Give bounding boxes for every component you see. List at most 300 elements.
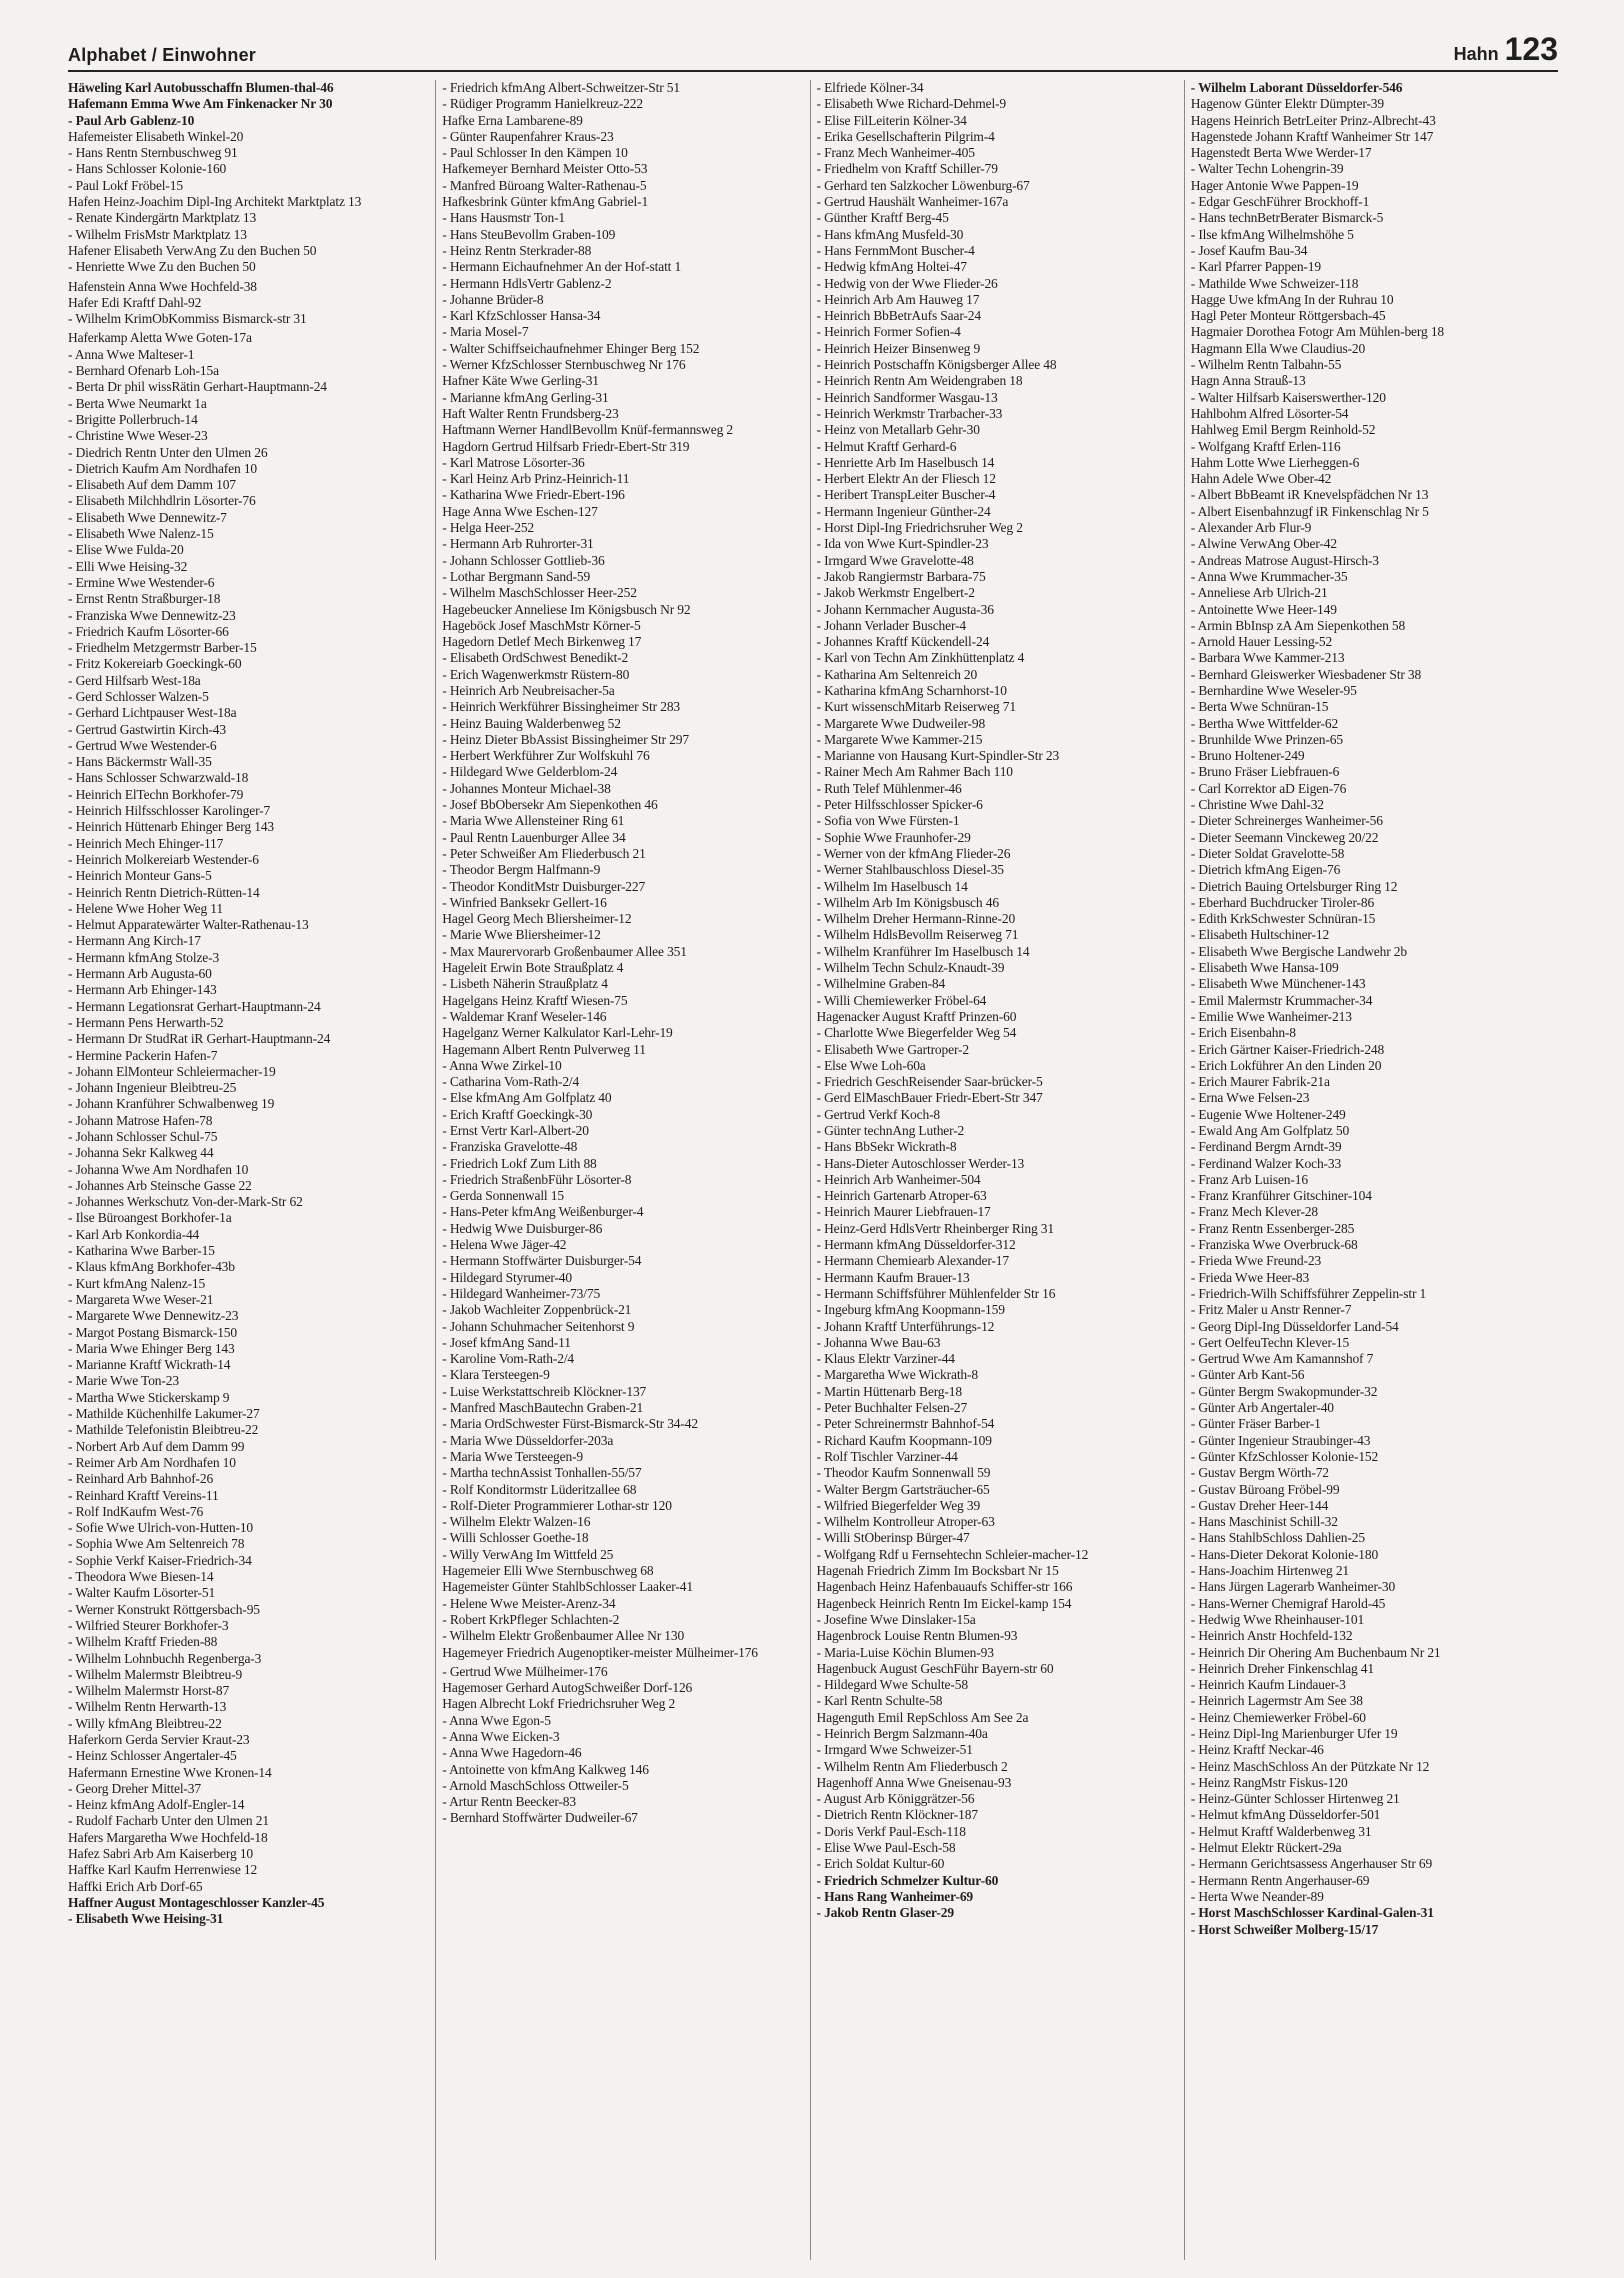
directory-entry: - Frieda Wwe Freund-23: [1190, 1253, 1322, 1269]
directory-entry: - Albert BbBeamt iR Knevelspfädchen Nr 13: [1190, 487, 1429, 503]
directory-entry: - Irmgard Wwe Gravelotte-48: [816, 552, 974, 568]
directory-entry: - Günter KfzSchlosser Kolonie-152: [1190, 1448, 1379, 1464]
directory-entry: - Helene Wwe Hoher Weg 11: [68, 900, 223, 916]
directory-entry: - Josef BbObersekr Am Siepenkothen 46: [442, 797, 658, 813]
directory-entry: - Dietrich Kaufm Am Nordhafen 10: [68, 460, 258, 476]
directory-entry: - Johann Schuhmacher Seitenhorst 9: [442, 1318, 635, 1334]
directory-entry: - Andreas Matrose August-Hirsch-3: [1190, 552, 1379, 568]
directory-entry: - Reinhard Kraftf Vereins-11: [68, 1487, 219, 1503]
directory-entry: - Maria Wwe Tersteegen-9: [442, 1448, 584, 1464]
directory-entry: - Paul Arb Gablenz-10: [68, 112, 195, 128]
directory-entry: - Elise Wwe Paul-Esch-58: [816, 1840, 956, 1856]
directory-entry: - Hans SteuBevollm Graben-109: [442, 226, 616, 242]
directory-entry: Haftmann Werner HandlBevollm Knüf-fermannsweg 2: [442, 422, 734, 438]
directory-entry: - Manfred MaschBautechn Graben-21: [442, 1400, 644, 1416]
directory-entry: - Armin BbInsp zA Am Siepenkothen 58: [1190, 617, 1406, 633]
directory-entry: - Willi Schlosser Goethe-18: [442, 1530, 589, 1546]
directory-entry: - Luise Werkstattschreib Klöckner-137: [442, 1383, 647, 1399]
directory-entry: - Gerd Hilfsarb West-18a: [68, 672, 201, 688]
directory-entry: - Heinrich Dreher Finkenschlag 41: [1190, 1660, 1374, 1676]
directory-entry: - Heinrich Rentn Am Weidengraben 18: [816, 373, 1023, 389]
directory-entry: - Franziska Wwe Overbruck-68: [1190, 1237, 1358, 1253]
directory-entry: - Bernhardine Wwe Weseler-95: [1190, 682, 1357, 698]
directory-entry: Hagmann Ella Wwe Claudius-20: [1190, 340, 1366, 356]
directory-entry: - Gerhard Lichtpauser West-18a: [68, 705, 237, 721]
directory-entry: - Jakob Wachleiter Zoppenbrück-21: [442, 1302, 632, 1318]
directory-entry: - Hermann Chemiearb Alexander-17: [816, 1253, 1009, 1269]
directory-entry: - Johannes Monteur Michael-38: [442, 780, 611, 796]
directory-columns: [68, 80, 1558, 2260]
directory-entry: - Heinrich Molkereiarb Westender-6: [68, 851, 259, 867]
directory-entry: - Paul Rentn Lauenburger Allee 34: [442, 829, 626, 845]
directory-entry: - Sophie Verkf Kaiser-Friedrich-34: [68, 1552, 252, 1568]
directory-entry: - Franziska Gravelotte-48: [442, 1139, 578, 1155]
directory-entry: - Else kfmAng Am Golfplatz 40: [442, 1090, 612, 1106]
directory-entry: - Wolfgang Rdf u Fernsehtechn Schleier-macher-12: [816, 1546, 1089, 1562]
directory-entry: Hagenstede Johann Kraftf Wanheimer Str 147: [1190, 128, 1434, 144]
directory-entry: - Friedrich kfmAng Albert-Schweitzer-Str 51: [442, 80, 680, 95]
directory-entry: Hafkemeyer Bernhard Meister Otto-53: [442, 161, 648, 177]
directory-entry: - Bernhard Ofenarb Loh-15a: [68, 363, 219, 379]
directory-entry: - Heinrich Werkmstr Trarbacher-33: [816, 405, 1003, 421]
directory-entry: - Klara Tersteegen-9: [442, 1367, 550, 1383]
directory-entry: - Arnold MaschSchloss Ottweiler-5: [442, 1777, 629, 1793]
directory-entry: - Heinz MaschSchloss An der Pützkate Nr 12: [1190, 1758, 1430, 1774]
directory-entry: Haferkorn Gerda Servier Kraut-23: [68, 1731, 250, 1747]
directory-entry: - Heinrich Lagermstr Am See 38: [1190, 1693, 1363, 1709]
directory-entry: - Elisabeth Wwe Münchener-143: [1190, 976, 1366, 992]
directory-entry: - Wilhelm Im Haselbusch 14: [816, 878, 968, 894]
directory-entry: - Walter Schiffseichaufnehmer Ehinger Berg 152: [442, 340, 700, 356]
directory-entry: - Katharina Am Seltenreich 20: [816, 666, 978, 682]
directory-entry: - Ernst Rentn Straßburger-18: [68, 591, 221, 607]
directory-entry: - Elisabeth Milchhdlrin Lösorter-76: [68, 493, 256, 509]
directory-entry: - Artur Rentn Beecker-83: [442, 1794, 576, 1810]
directory-entry: - Helmut kfmAng Düsseldorfer-501: [1190, 1807, 1381, 1823]
directory-entry: Haffner August Montageschlosser Kanzler-45: [68, 1894, 325, 1910]
directory-entry: - Gertrud Wwe Mülheimer-176: [442, 1663, 608, 1679]
directory-entry: - Heinrich Arb Neubreisacher-5a: [442, 682, 615, 698]
directory-entry: - Maria Wwe Ehinger Berg 143: [68, 1340, 235, 1356]
directory-entry: - Jakob Rentn Glaser-29: [816, 1905, 954, 1921]
directory-entry: - Johann Ingenieur Bleibtreu-25: [68, 1080, 237, 1096]
directory-entry: - Franz Mech Wanheimer-405: [816, 145, 975, 161]
directory-entry: - Karl KfzSchlosser Hansa-34: [442, 308, 601, 324]
directory-entry: - Reimer Arb Am Nordhafen 10: [68, 1454, 236, 1470]
directory-entry: - Friedhelm Metzgermstr Barber-15: [68, 640, 257, 656]
directory-entry: Hagenah Friedrich Zimm Im Bocksbart Nr 15: [816, 1563, 1059, 1579]
directory-entry: Hagenhoff Anna Wwe Gneisenau-93: [816, 1774, 1012, 1790]
directory-entry: - Alexander Arb Flur-9: [1190, 520, 1312, 536]
directory-entry: - Richard Kaufm Koopmann-109: [816, 1432, 992, 1448]
directory-entry: Hagenacker August Kraftf Prinzen-60: [816, 1008, 1017, 1024]
directory-entry: - Elisabeth Wwe Gartroper-2: [816, 1041, 969, 1057]
directory-entry: - Irmgard Wwe Schweizer-51: [816, 1742, 973, 1758]
directory-entry: - Brunhilde Wwe Prinzen-65: [1190, 731, 1343, 747]
directory-entry: - Wilhelm Kontrolleur Atroper-63: [816, 1514, 995, 1530]
directory-entry: - Georg Dipl-Ing Düsseldorfer Land-54: [1190, 1318, 1399, 1334]
directory-entry: - Johanna Sekr Kalkweg 44: [68, 1145, 214, 1161]
directory-entry: - Hedwig von der Wwe Flieder-26: [816, 275, 998, 291]
directory-entry: - Rüdiger Programm Hanielkreuz-222: [442, 96, 643, 112]
directory-entry: - Erich Lokführer An den Linden 20: [1190, 1057, 1382, 1073]
directory-entry: - Erich Gärtner Kaiser-Friedrich-248: [1190, 1041, 1385, 1057]
header-rule: [68, 70, 1558, 72]
directory-entry: - Elisabeth Hultschiner-12: [1190, 927, 1330, 943]
directory-entry: Haft Walter Rentn Frundsberg-23: [442, 405, 619, 421]
directory-entry: Haferkamp Aletta Wwe Goten-17a: [68, 330, 252, 346]
directory-entry: - Hermann Stoffwärter Duisburger-54: [442, 1253, 642, 1269]
directory-entry: Hahn Adele Wwe Ober-42: [1190, 471, 1332, 487]
directory-entry: - Wilhelm KrimObKommiss Bismarck-str 31: [68, 311, 307, 327]
directory-entry: - Heinrich Arb Am Hauweg 17: [816, 291, 980, 307]
directory-entry: - Lisbeth Näherin Straußplatz 4: [442, 976, 608, 992]
directory-entry: - Hermann Pens Herwarth-52: [68, 1014, 224, 1030]
directory-entry: - Herbert Werkführer Zur Wolfskuhl 76: [442, 748, 650, 764]
directory-entry: - Marie Wwe Ton-23: [68, 1373, 179, 1389]
column-3: [817, 80, 1185, 2260]
directory-entry: - Karl Rentn Schulte-58: [816, 1693, 943, 1709]
directory-entry: - Hermann Gerichtsassess Angerhauser Str 69: [1190, 1856, 1433, 1872]
directory-entry: - Eugenie Wwe Holtener-249: [1190, 1106, 1346, 1122]
directory-entry: - Emilie Wwe Wanheimer-213: [1190, 1008, 1352, 1024]
directory-entry: - Helmut Kraftf Gerhard-6: [816, 438, 957, 454]
directory-entry: - Heinz-Günter Schlosser Hirtenweg 21: [1190, 1791, 1400, 1807]
directory-entry: Hagen Albrecht Lokf Friedrichsruher Weg 2: [442, 1696, 676, 1712]
directory-entry: - Wilhelm Elektr Großenbaumer Allee Nr 130: [442, 1628, 685, 1644]
directory-entry: - Margaretha Wwe Wickrath-8: [816, 1367, 978, 1383]
directory-entry: - Hermann Arb Ehinger-143: [68, 982, 217, 998]
directory-entry: - Helene Wwe Meister-Arenz-34: [442, 1595, 616, 1611]
directory-entry: - Henriette Wwe Zu den Buchen 50: [68, 259, 256, 275]
directory-entry: Hafner Käte Wwe Gerling-31: [442, 373, 599, 389]
directory-entry: - Hermann Ang Kirch-17: [68, 933, 201, 949]
directory-entry: - Elisabeth OrdSchwest Benedikt-2: [442, 650, 629, 666]
directory-entry: - Winfried Banksekr Gellert-16: [442, 894, 607, 910]
directory-entry: - Hermann Kaufm Brauer-13: [816, 1269, 970, 1285]
directory-entry: - Maria Mosel-7: [442, 324, 529, 340]
directory-entry: - Johanna Wwe Bau-63: [816, 1334, 941, 1350]
directory-entry: - Dieter Soldat Gravelotte-58: [1190, 845, 1345, 861]
directory-entry: - Heinz Schlosser Angertaler-45: [68, 1748, 237, 1764]
directory-entry: - Gerda Sonnenwall 15: [442, 1188, 564, 1204]
directory-entry: Hagenbuck August GeschFühr Bayern-str 60: [816, 1660, 1054, 1676]
directory-entry: - Mathilde Wwe Schweizer-118: [1190, 275, 1359, 291]
directory-entry: Hagelganz Werner Kalkulator Karl-Lehr-19: [442, 1025, 673, 1041]
directory-entry: - Hans-Joachim Hirtenweg 21: [1190, 1563, 1350, 1579]
directory-entry: - Emil Malermstr Krummacher-34: [1190, 992, 1373, 1008]
directory-entry: - Fritz Kokereiarb Goeckingk-60: [68, 656, 242, 672]
directory-entry: - Günter Arb Kant-56: [1190, 1367, 1305, 1383]
directory-entry: - Max Maurervorarb Großenbaumer Allee 351: [442, 943, 687, 959]
directory-entry: - Maria OrdSchwester Fürst-Bismarck-Str 34-42: [442, 1416, 698, 1432]
directory-entry: - Wilhelm Kraftf Frieden-88: [68, 1634, 218, 1650]
column-2: [442, 80, 810, 2260]
directory-entry: Hagenstedt Berta Wwe Werder-17: [1190, 145, 1372, 161]
directory-entry: - Ilse kfmAng Wilhelmshöhe 5: [1190, 226, 1354, 242]
directory-entry: - Ilse Büroangest Borkhofer-1a: [68, 1210, 232, 1226]
directory-entry: - Rolf-Dieter Programmierer Lothar-str 120: [442, 1497, 672, 1513]
directory-entry: Hagel Georg Mech Bliersheimer-12: [442, 911, 632, 927]
directory-entry: - Anna Wwe Eicken-3: [442, 1728, 560, 1744]
directory-entry: - Wilhelm Laborant Düsseldorfer-546: [1190, 80, 1403, 95]
directory-entry: - Franz Kranführer Gitschiner-104: [1190, 1188, 1372, 1204]
directory-entry: - Margarete Wwe Kammer-215: [816, 731, 983, 747]
directory-entry: - Gustav Büroang Fröbel-99: [1190, 1481, 1340, 1497]
directory-entry: - Hedwig Wwe Duisburger-86: [442, 1220, 603, 1236]
directory-entry: - Berta Wwe Neumarkt 1a: [68, 395, 207, 411]
directory-entry: Hagdorn Gertrud Hilfsarb Friedr-Ebert-Str 319: [442, 438, 690, 454]
directory-entry: - Rolf Konditormstr Lüderitzallee 68: [442, 1481, 637, 1497]
directory-entry: - Wilhelm MaschSchlosser Heer-252: [442, 585, 637, 601]
directory-entry: - Hedwig kfmAng Holtei-47: [816, 259, 967, 275]
directory-entry: - Heinrich Arb Wanheimer-504: [816, 1171, 981, 1187]
directory-entry: - Friedrich GeschReisender Saar-brücker-5: [816, 1074, 1043, 1090]
directory-entry: - Gertrud Wwe Am Kamannshof 7: [1190, 1351, 1374, 1367]
directory-entry: - Heinz Dipl-Ing Marienburger Ufer 19: [1190, 1725, 1398, 1741]
directory-entry: - Walter Hilfsarb Kaiserswerther-120: [1190, 389, 1386, 405]
directory-entry: - Johannes Kraftf Kückendell-24: [816, 634, 990, 650]
directory-entry: - Hermann Schiffsführer Mühlenfelder Str 16: [816, 1285, 1056, 1301]
directory-entry: - Katharina Wwe Barber-15: [68, 1243, 215, 1259]
directory-entry: - Gertrud Verkf Koch-8: [816, 1106, 941, 1122]
directory-entry: - Theodor KonditMstr Duisburger-227: [442, 878, 646, 894]
directory-entry: - Helga Heer-252: [442, 520, 535, 536]
directory-entry: - Heinrich Kaufm Lindauer-3: [1190, 1677, 1346, 1693]
directory-entry: - Gert OelfeuTechn Klever-15: [1190, 1334, 1350, 1350]
directory-entry: - Margarete Wwe Dudweiler-98: [816, 715, 986, 731]
running-head-name: Hahn: [1453, 44, 1499, 64]
directory-entry: Hagl Peter Monteur Röttgersbach-45: [1190, 308, 1386, 324]
directory-entry: - Willy VerwAng Im Wittfeld 25: [442, 1546, 614, 1562]
directory-entry: - Christine Wwe Dahl-32: [1190, 797, 1324, 813]
directory-entry: - Hans Schlosser Kolonie-160: [68, 161, 227, 177]
directory-entry: - Edith KrkSchwester Schnüran-15: [1190, 911, 1376, 927]
directory-entry: - Ferdinand Bergm Arndt-39: [1190, 1139, 1342, 1155]
directory-entry: Hagens Heinrich BetrLeiter Prinz-Albrecht-43: [1190, 112, 1436, 128]
directory-entry: - Walter Bergm Gartsträucher-65: [816, 1481, 990, 1497]
directory-entry: - Friedrich Lokf Zum Lith 88: [442, 1155, 597, 1171]
directory-entry: - Johann Schlosser Gottlieb-36: [442, 552, 605, 568]
directory-entry: - Heribert TranspLeiter Buscher-4: [816, 487, 996, 503]
directory-entry: - Anna Wwe Zirkel-10: [442, 1057, 562, 1073]
directory-entry: - Günter Fräser Barber-1: [1190, 1416, 1321, 1432]
directory-entry: - Margot Postang Bismarck-150: [68, 1324, 238, 1340]
directory-entry: Hahlweg Emil Bergm Reinhold-52: [1190, 422, 1376, 438]
directory-entry: - Willi StOberinsp Bürger-47: [816, 1530, 970, 1546]
directory-entry: Hagemeier Elli Wwe Sternbuschweg 68: [442, 1563, 654, 1579]
directory-entry: - Karl Matrose Lösorter-36: [442, 454, 585, 470]
directory-entry: - Henriette Arb Im Haselbusch 14: [816, 454, 995, 470]
directory-entry: - Sofie Wwe Ulrich-von-Hutten-10: [68, 1520, 254, 1536]
directory-entry: - Berta Dr phil wissRätin Gerhart-Hauptmann-24: [68, 379, 327, 395]
directory-entry: - Hans-Werner Chemigraf Harold-45: [1190, 1595, 1386, 1611]
directory-entry: Hafemeister Elisabeth Winkel-20: [68, 128, 244, 144]
directory-entry: - Werner Stahlbauschloss Diesel-35: [816, 862, 1004, 878]
directory-entry: - Hans kfmAng Musfeld-30: [816, 226, 964, 242]
directory-entry: - Lothar Bergmann Sand-59: [442, 568, 591, 584]
directory-entry: - Walter Kaufm Lösorter-51: [68, 1585, 216, 1601]
directory-entry: - Hermann Legationsrat Gerhart-Hauptmann-24: [68, 998, 321, 1014]
directory-entry: - Hans StahlbSchloss Dahlien-25: [1190, 1530, 1365, 1546]
directory-entry: - Paul Lokf Fröbel-15: [68, 177, 183, 193]
directory-entry: - Friedrich Kaufm Lösorter-66: [68, 623, 229, 639]
directory-entry: - Heinrich Mech Ehinger-117: [68, 835, 224, 851]
directory-entry: - Gertrud Wwe Westender-6: [68, 737, 217, 753]
directory-entry: - Hermann Arb Augusta-60: [68, 966, 212, 982]
directory-entry: - Theodor Bergm Halfmann-9: [442, 862, 601, 878]
directory-entry: - Theodora Wwe Biesen-14: [68, 1569, 214, 1585]
directory-entry: - Carl Korrektor aD Eigen-76: [1190, 780, 1347, 796]
directory-entry: Hager Antonie Wwe Pappen-19: [1190, 177, 1359, 193]
directory-entry: Hagemeister Günter StahlbSchlosser Laaker-41: [442, 1579, 693, 1595]
directory-entry: - Heinz Kraftf Neckar-46: [1190, 1742, 1324, 1758]
directory-entry: - Hans BbSekr Wickrath-8: [816, 1139, 957, 1155]
directory-entry: - Heinrich Anstr Hochfeld-132: [1190, 1628, 1353, 1644]
directory-entry: - Johann Matrose Hafen-78: [68, 1112, 213, 1128]
directory-entry: - Martha Wwe Stickerskamp 9: [68, 1389, 230, 1405]
directory-entry: Haffke Karl Kaufm Herrenwiese 12: [68, 1862, 258, 1878]
directory-entry: - Sofia von Wwe Fürsten-1: [816, 813, 960, 829]
directory-entry: - Maria Wwe Düsseldorfer-203a: [442, 1432, 614, 1448]
directory-entry: Hagelgans Heinz Kraftf Wiesen-75: [442, 992, 628, 1008]
directory-entry: - Elise FilLeiterin Kölner-34: [816, 112, 967, 128]
directory-entry: - Anneliese Arb Ulrich-21: [1190, 585, 1328, 601]
directory-entry: - Marianne von Hausang Kurt-Spindler-Str 23: [816, 748, 1060, 764]
directory-entry: - Heinrich Heizer Binsenweg 9: [816, 340, 981, 356]
directory-entry: Hagenbach Heinz Hafenbauaufs Schiffer-str 166: [816, 1579, 1073, 1595]
directory-entry: Hafen Heinz-Joachim Dipl-Ing Architekt Marktplatz 13: [68, 194, 362, 210]
directory-entry: - Erich Maurer Fabrik-21a: [1190, 1074, 1330, 1090]
directory-entry: - Robert KrkPfleger Schlachten-2: [442, 1611, 620, 1627]
directory-entry: - Katharina Wwe Friedr-Ebert-196: [442, 487, 625, 503]
directory-entry: - Helena Wwe Jäger-42: [442, 1237, 567, 1253]
directory-entry: - Heinrich Bergm Salzmann-40a: [816, 1725, 988, 1741]
directory-entry: - Heinrich Hüttenarb Ehinger Berg 143: [68, 819, 275, 835]
directory-entry: - Sophia Wwe Am Seltenreich 78: [68, 1536, 245, 1552]
directory-entry: - Rolf Tischler Varziner-44: [816, 1448, 958, 1464]
directory-entry: - Jakob Rangiermstr Barbara-75: [816, 568, 986, 584]
directory-entry: - Kurt wissenschMitarb Reiserweg 71: [816, 699, 1016, 715]
directory-entry: - Peter Schreinermstr Bahnhof-54: [816, 1416, 995, 1432]
directory-entry: Hagemoser Gerhard AutogSchweißer Dorf-126: [442, 1680, 693, 1696]
directory-entry: - Johanna Wwe Am Nordhafen 10: [68, 1161, 249, 1177]
directory-entry: - Friedrich Schmelzer Kultur-60: [816, 1872, 999, 1888]
directory-entry: - Erika Gesellschafterin Pilgrim-4: [816, 128, 995, 144]
directory-entry: Hafkesbrink Günter kfmAng Gabriel-1: [442, 194, 649, 210]
directory-entry: - Walter Techn Lohengrin-39: [1190, 161, 1344, 177]
directory-entry: - Franz Rentn Essenberger-285: [1190, 1220, 1355, 1236]
directory-entry: - Franz Mech Klever-28: [1190, 1204, 1319, 1220]
directory-entry: Hageböck Josef MaschMstr Körner-5: [442, 617, 641, 633]
directory-entry: - Margareta Wwe Weser-21: [68, 1291, 214, 1307]
directory-entry: - Wilhelm FrisMstr Marktplatz 13: [68, 226, 247, 242]
directory-entry: - August Arb Königgrätzer-56: [816, 1791, 975, 1807]
directory-entry: - Heinrich ElTechn Borkhofer-79: [68, 786, 244, 802]
section-title: Alphabet / Einwohner: [68, 45, 257, 65]
directory-entry: - Hans Maschinist Schill-32: [1190, 1514, 1338, 1530]
directory-entry: - Hans-Dieter Autoschlosser Werder-13: [816, 1155, 1025, 1171]
directory-entry: - Hans Rang Wanheimer-69: [816, 1888, 974, 1904]
directory-entry: - Bruno Fräser Liebfrauen-6: [1190, 764, 1340, 780]
directory-entry: - Ermine Wwe Westender-6: [68, 574, 215, 590]
directory-entry: - Else Wwe Loh-60a: [816, 1057, 926, 1073]
directory-entry: - Paul Schlosser In den Kämpen 10: [442, 145, 628, 161]
directory-entry: Hagenbrock Louise Rentn Blumen-93: [816, 1628, 1018, 1644]
directory-entry: - Johann Verlader Buscher-4: [816, 617, 967, 633]
directory-entry: - Elisabeth Wwe Dennewitz-7: [68, 509, 227, 525]
directory-entry: - Hermann kfmAng Düsseldorfer-312: [816, 1237, 1016, 1253]
directory-entry: - Günter technAng Luther-2: [816, 1123, 965, 1138]
directory-entry: - Johann Kraftf Unterführungs-12: [816, 1318, 995, 1334]
directory-entry: - Elisabeth Auf dem Damm 107: [68, 477, 236, 493]
directory-entry: - Karoline Vom-Rath-2/4: [442, 1351, 575, 1367]
directory-entry: - Franziska Wwe Dennewitz-23: [68, 607, 236, 623]
directory-entry: - Karl Arb Konkordia-44: [68, 1226, 200, 1242]
directory-entry: - Werner Konstrukt Röttgersbach-95: [68, 1601, 260, 1617]
directory-entry: - Ernst Vertr Karl-Albert-20: [442, 1123, 589, 1138]
directory-entry: - Heinz-Gerd HdlsVertr Rheinberger Ring 31: [816, 1220, 1055, 1236]
directory-entry: - Alwine VerwAng Ober-42: [1190, 536, 1337, 552]
directory-entry: Hafers Margaretha Wwe Hochfeld-18: [68, 1829, 268, 1845]
directory-entry: - Willy kfmAng Bleibtreu-22: [68, 1715, 222, 1731]
column-1: [68, 80, 436, 2260]
directory-entry: - Hans-Dieter Dekorat Kolonie-180: [1190, 1546, 1379, 1562]
directory-entry: - Hermann HdlsVertr Gablenz-2: [442, 275, 612, 291]
directory-entry: - Ferdinand Walzer Koch-33: [1190, 1155, 1342, 1171]
directory-entry: - Hildegard Wwe Schulte-58: [816, 1677, 968, 1693]
directory-entry: - Wilfried Biegerfelder Weg 39: [816, 1497, 981, 1513]
directory-entry: Hagemeyer Friedrich Augenoptiker-meister Mülheimer-176: [442, 1644, 758, 1660]
directory-entry: Hagenow Günter Elektr Dümpter-39: [1190, 96, 1384, 112]
directory-entry: - Hans technBetrBerater Bismarck-5: [1190, 210, 1384, 226]
directory-entry: - Wilhelm Dreher Hermann-Rinne-20: [816, 911, 1016, 927]
directory-entry: - Peter Buchhalter Felsen-27: [816, 1400, 968, 1416]
directory-entry: - Helmut Elektr Rückert-29a: [1190, 1840, 1342, 1856]
directory-entry: - Johann Schlosser Schul-75: [68, 1129, 218, 1144]
directory-entry: - Erich Kraftf Goeckingk-30: [442, 1106, 593, 1122]
directory-entry: - Hans Rentn Sternbuschweg 91: [68, 145, 238, 161]
directory-entry: - Wilhelm Rentn Talbahn-55: [1190, 357, 1342, 373]
directory-entry: Hafenstein Anna Wwe Hochfeld-38: [68, 278, 257, 294]
directory-entry: Hafener Elisabeth VerwAng Zu den Buchen 50: [68, 242, 317, 258]
directory-entry: - Georg Dreher Mittel-37: [68, 1780, 201, 1796]
directory-entry: - Friedrich-Wilh Schiffsführer Zeppelin-str 1: [1190, 1285, 1427, 1301]
directory-entry: Hagmaier Dorothea Fotogr Am Mühlen-berg 18: [1190, 324, 1445, 340]
directory-entry: - Barbara Wwe Kammer-213: [1190, 650, 1345, 666]
directory-entry: Hafer Edi Kraftf Dahl-92: [68, 294, 202, 310]
directory-entry: - Heinz Rentn Sterkrader-88: [442, 242, 592, 258]
directory-entry: - Helmut Apparatewärter Walter-Rathenau-13: [68, 917, 309, 933]
directory-entry: - Horst Dipl-Ing Friedrichsruher Weg 2: [816, 520, 1023, 536]
directory-entry: - Willi Chemiewerker Fröbel-64: [816, 992, 987, 1008]
directory-entry: - Antoinette Wwe Heer-149: [1190, 601, 1337, 617]
directory-entry: - Hermann Arb Ruhrorter-31: [442, 536, 594, 552]
directory-entry: Haffki Erich Arb Dorf-65: [68, 1878, 203, 1894]
directory-entry: - Wilfried Steurer Borkhofer-3: [68, 1617, 229, 1633]
directory-entry: Hafke Erna Lambarene-89: [442, 112, 583, 128]
directory-entry: - Wilhelm Kranführer Im Haselbusch 14: [816, 943, 1030, 959]
directory-entry: - Karl Pfarrer Pappen-19: [1190, 259, 1321, 275]
directory-entry: - Anna Wwe Egon-5: [442, 1712, 551, 1728]
directory-entry: - Heinrich Sandformer Wasgau-13: [816, 389, 998, 405]
directory-entry: - Anna Wwe Malteser-1: [68, 346, 195, 362]
directory-entry: - Hermine Packerin Hafen-7: [68, 1047, 218, 1063]
directory-entry: - Eberhard Buchdrucker Tiroler-86: [1190, 894, 1375, 910]
directory-entry: - Wilhelm Lohnbuchh Regenberga-3: [68, 1650, 262, 1666]
directory-entry: - Hans-Peter kfmAng Weißenburger-4: [442, 1204, 644, 1220]
directory-entry: - Wilhelm Techn Schulz-Knaudt-39: [816, 960, 1005, 976]
